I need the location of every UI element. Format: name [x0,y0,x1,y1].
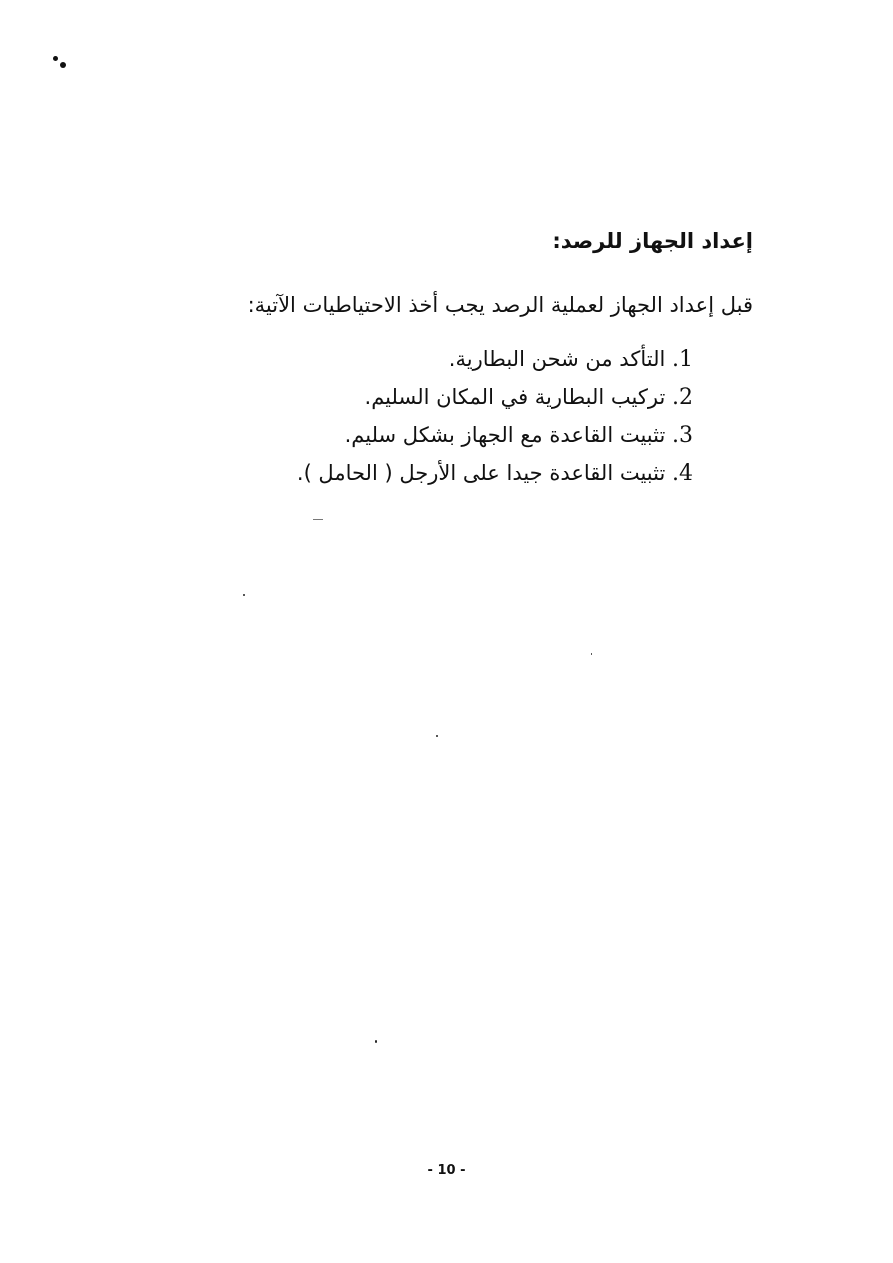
step-number: 4. [672,461,693,486]
step-text: تثبيت القاعدة مع الجهاز بشكل سليم. [344,423,666,447]
steps-list [297,340,693,492]
list-item [297,454,693,492]
step-number: 3. [672,423,693,448]
step-text: تركيب البطارية في المكان السليم. [364,385,666,409]
intro-paragraph: قبل إعداد الجهاز لعملية الرصد يجب أخذ الاحتياطيات الآتية: [247,293,753,317]
list-item [297,378,693,416]
scan-speck [375,1040,377,1043]
scan-speck [436,735,438,737]
scan-speck [591,653,592,655]
list-item [297,416,693,454]
scan-speck [243,594,245,596]
list-item [297,340,693,378]
step-text: التأكد من شحن البطارية. [448,347,666,371]
step-number: 2. [672,385,693,410]
scan-mark [53,56,69,70]
step-number: 1. [672,347,693,372]
step-text: تثبيت القاعدة جيدا على الأرجل ( الحامل ). [296,461,666,485]
section-heading: إعداد الجهاز للرصد: [552,229,753,253]
page-number: - 10 - [427,1163,466,1178]
scan-speck [313,519,323,520]
